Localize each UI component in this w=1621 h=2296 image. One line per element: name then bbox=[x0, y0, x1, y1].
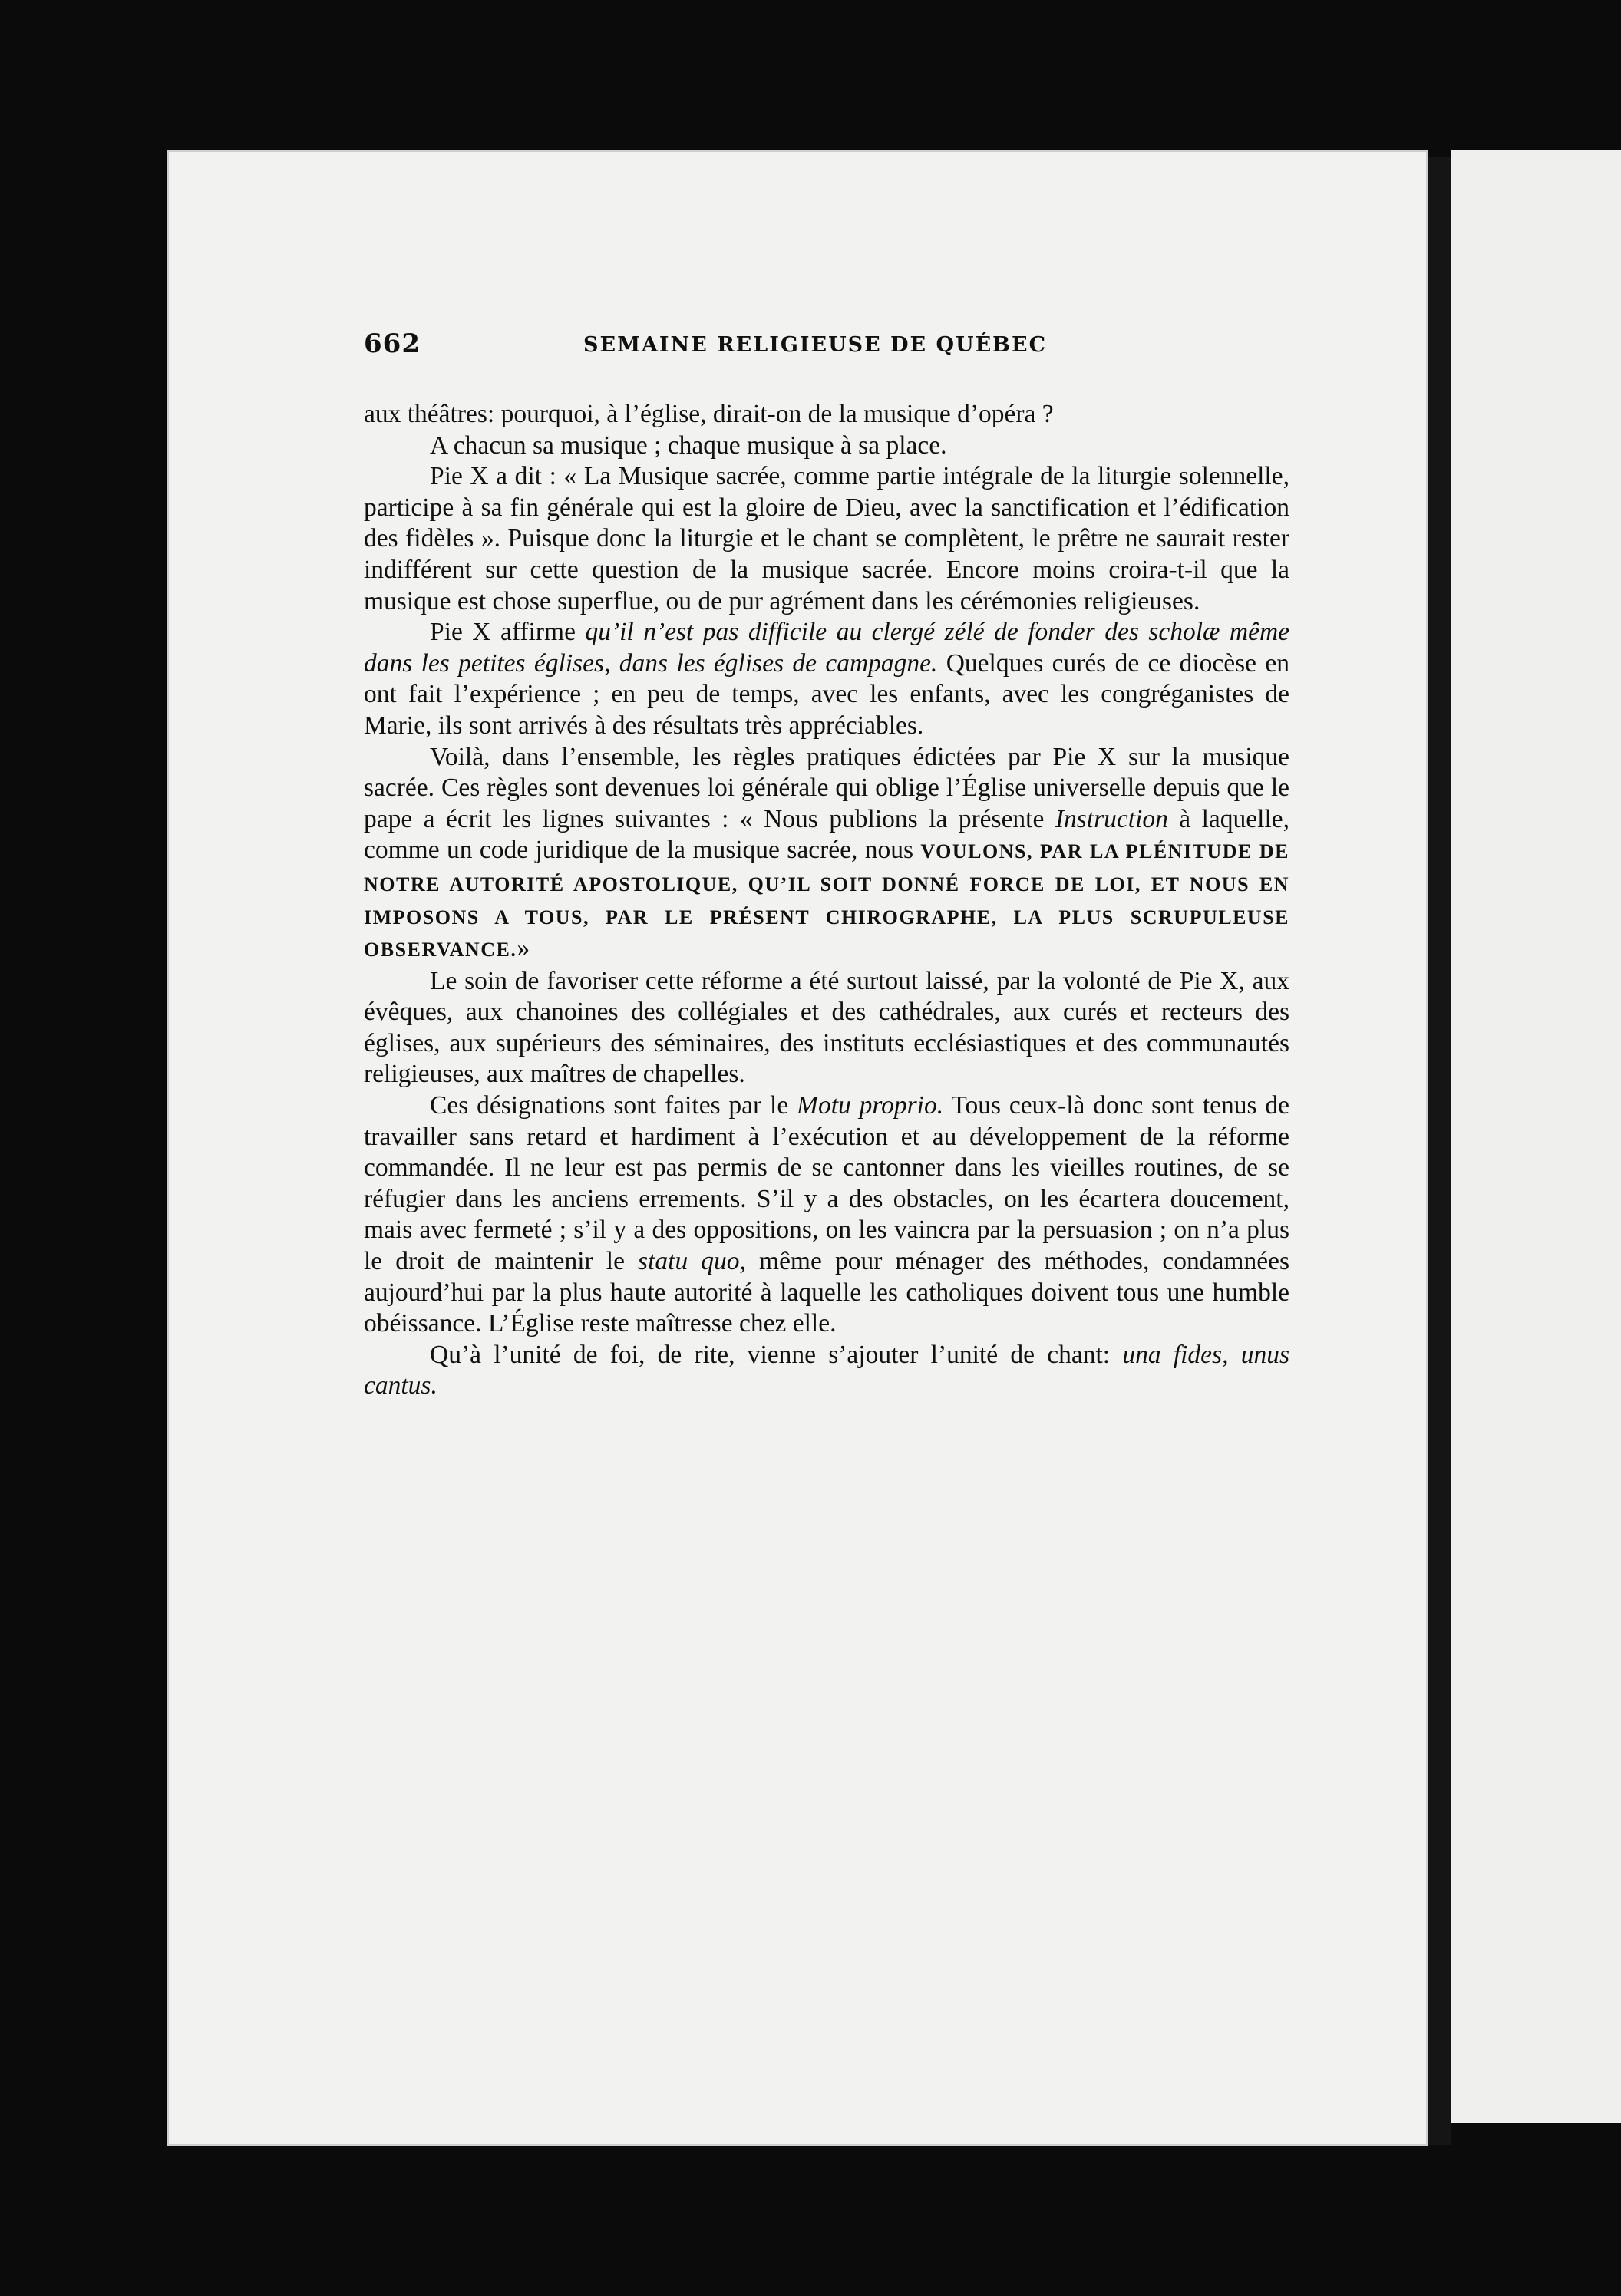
text-run: Le soin de favoriser cette réforme a été surtout laissé, par la volonté de Pie X, aux évêques, aux chanoines des collégiales et des cathédrales, aux curés et recteurs des églises, aux supérieurs des séminaires, des instituts ecclésiastiques et des communautés religieuses, aux maîtres de chapelles. bbox=[364, 966, 1289, 1089]
paragraph bbox=[364, 399, 1289, 430]
text-run: Pie X affirme bbox=[430, 618, 586, 647]
body-text bbox=[364, 399, 1289, 1402]
book-gutter bbox=[1428, 157, 1451, 2145]
paragraph bbox=[364, 430, 1289, 462]
text-run: Pie X a dit : « La Musique sacrée, comme partie intégrale de la liturgie solennelle, participe à sa fin générale qui est la gloire de Dieu, avec la sanctification et l’édification des fidèles ». Puisque donc la liturgie et le chant se complètent, le prêtre ne saurait rester indifférent sur cette question de la musique sacrée. Encore moins croira-t-il que la musique est chose superflue, ou de pur agrément dans les cérémonies religieuses. bbox=[364, 462, 1289, 615]
text-run: Tous ceux-là donc sont tenus de travailler sans retard et hardiment à l’exécution et au développement de la réforme commandée. Il ne leur est pas permis de se cantonner dans les vieilles routines, de se réfugier dans les anciens errements. S’il y a des obstacles, on les écartera doucement, mais avec fermeté ; s’il y a des oppositions, on les vaincra par la persuasion ; on n’a plus le droit de maintenir le bbox=[364, 1091, 1289, 1276]
italic-text: una fides, unus cantus. bbox=[364, 1340, 1289, 1400]
paragraph bbox=[364, 617, 1289, 741]
paragraph bbox=[364, 742, 1289, 966]
text-run: Qu’à l’unité de foi, de rite, vienne s’ajouter l’unité de chant: bbox=[430, 1340, 1123, 1369]
text-run: à laquelle, comme un code juridique de la musique sacrée, nous bbox=[364, 804, 1290, 865]
italic-text: Instruction bbox=[1055, 804, 1168, 833]
text-run: Ces désignations sont faites par le bbox=[430, 1091, 797, 1120]
small-caps-text: VOULONS, PAR LA PLÉNITUDE DE NOTRE AUTORITÉ APOSTOLIQUE, QU’IL SOIT DONNÉ FORCE DE LOI, ET NOUS EN IMPOSONS A TOUS, PAR LE PRÉSENT CHIROGRAPHE, LA PLUS SCRUPULEUSE OBSERVANCE. bbox=[364, 840, 1290, 962]
adjacent-page-edge bbox=[1451, 150, 1621, 2123]
text-run: Voilà, dans l’ensemble, les règles pratiques édictées par Pie X sur la musique sacrée. Ces règles sont devenues loi générale qui oblige l’Église universelle depuis que le pape a écrit les lignes suivantes : « Nous publions la présente bbox=[364, 742, 1289, 833]
italic-text: statu quo, bbox=[638, 1247, 746, 1276]
italic-text: qu’il n’est pas difficile au clergé zélé de fonder des scholæ même dans les petites églises, dans les églises de campagne. bbox=[364, 618, 1290, 678]
text-run: A chacun sa musique ; chaque musique à sa place. bbox=[430, 430, 947, 460]
page-header bbox=[364, 328, 1289, 367]
paragraph bbox=[364, 461, 1289, 617]
text-run: Quelques curés de ce diocèse en ont fait l’expérience ; en peu de temps, avec les enfants, avec les congréganistes de Marie, ils sont arrivés à des résultats très appréciables. bbox=[364, 648, 1289, 740]
text-run: » bbox=[517, 934, 530, 963]
text-run: même pour ménager des méthodes, condamnées aujourd’hui par la plus haute autorité à laquelle les catholiques doivent tous une humble obéissance. L’Église reste maîtresse chez elle. bbox=[364, 1247, 1289, 1338]
text-run: aux théâtres: pourquoi, à l’église, dirait-on de la musique d’opéra ? bbox=[364, 400, 1054, 428]
paragraph bbox=[364, 966, 1289, 1090]
paragraph bbox=[364, 1340, 1289, 1402]
italic-text: Motu proprio. bbox=[797, 1091, 944, 1120]
paragraph bbox=[364, 1090, 1289, 1340]
page-number: 662 bbox=[364, 328, 421, 359]
running-title: SEMAINE RELIGIEUSE DE QUÉBEC bbox=[583, 333, 1048, 357]
